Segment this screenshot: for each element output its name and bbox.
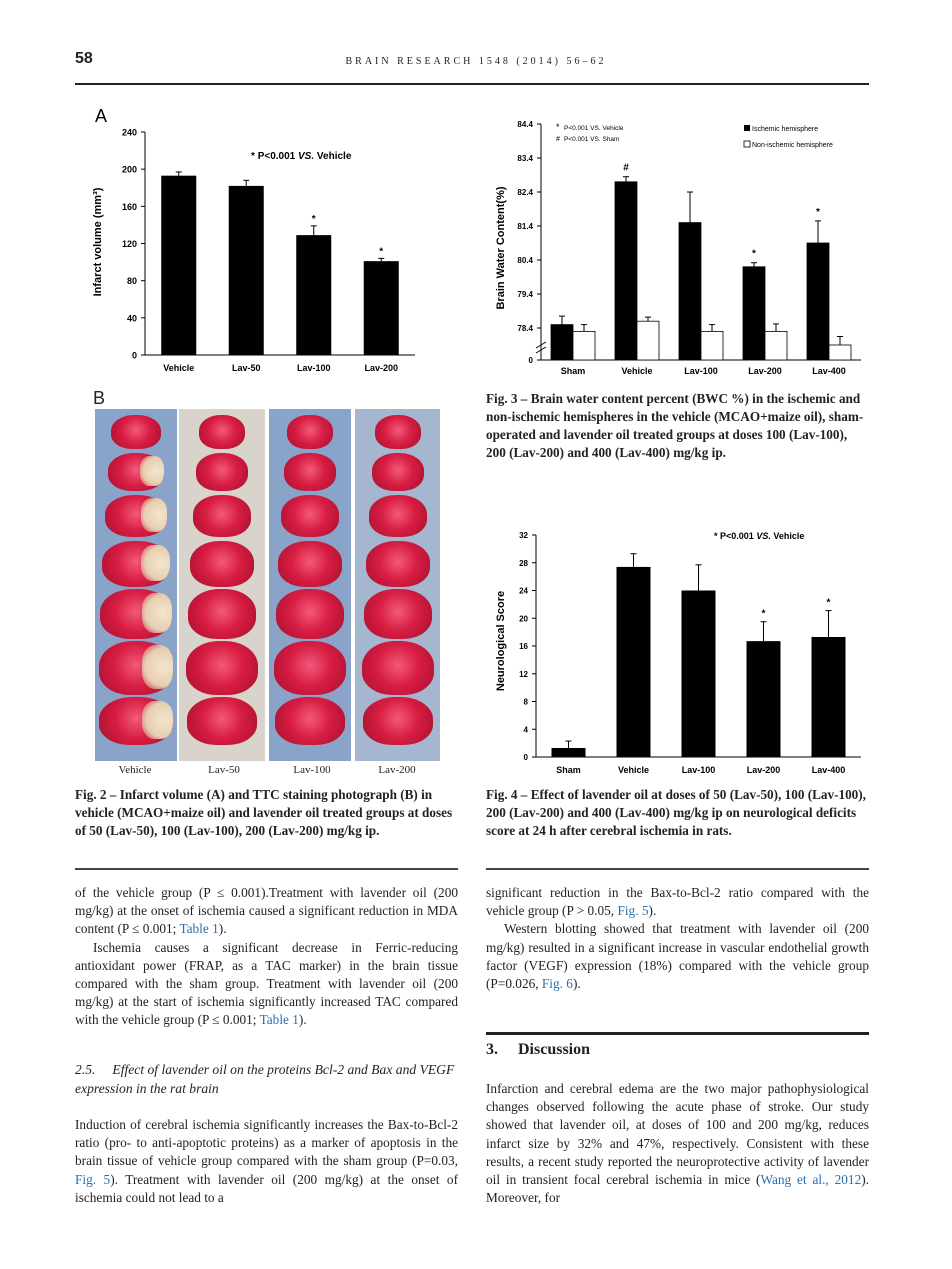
brain-slice <box>190 541 254 587</box>
page-number: 58 <box>75 50 93 67</box>
left-paragraph-1: of the vehicle group (P ≤ 0.001).Treatment with lavender oil (200 mg/kg) at the onset of ischemia caused a significant reduction in MDA content (P ≤ 0.001; Table 1). <box>75 885 458 937</box>
fig3-y-tick-label: 80.4 <box>517 256 533 265</box>
fig2b-panel-label: B <box>93 388 106 408</box>
brain-slice <box>100 589 172 639</box>
fig3-bar <box>829 345 851 360</box>
fig3-sig-marker: * <box>752 248 756 260</box>
fig3-y-tick-label: 79.4 <box>517 290 533 299</box>
fig2a-y-tick-label: 200 <box>121 164 137 175</box>
fig3-bar <box>615 182 637 360</box>
fig3-x-label: Lav-400 <box>812 366 846 376</box>
fig2a-bar <box>229 186 264 355</box>
right-body-text-2 <box>486 1080 869 1207</box>
discussion-heading: 3. Discussion <box>486 1041 591 1058</box>
left-column-rule <box>75 868 458 870</box>
fig3-legend-swatch-nonischemic <box>744 141 750 147</box>
fig3-y-tick-label: 0 <box>528 356 533 365</box>
fig3-legend-nonischemic: Non-ischemic hemisphere <box>752 142 833 149</box>
brain-slice <box>287 415 333 449</box>
ttc-photo-column <box>179 409 265 761</box>
brain-slice <box>278 541 342 587</box>
brain-slice <box>366 541 430 587</box>
brain-slice <box>275 697 345 745</box>
section-2-5-heading: 2.5. Effect of lavender oil on the proteins Bcl-2 and Bax and VEGF expression in the rat brain <box>75 1062 455 1096</box>
fig2a-panel-label: A <box>95 106 108 126</box>
fig3-ylabel: Brain Water Content(%) <box>495 186 507 310</box>
ttc-photo-column <box>95 409 177 761</box>
fig2a-sig-marker: * <box>311 213 316 225</box>
fig4-bar <box>812 637 846 757</box>
fig2a-y-tick-label: 240 <box>121 127 137 138</box>
fig4-x-label: Lav-100 <box>681 765 716 775</box>
fig2a-annotation: * P<0.001 VS. Vehicle <box>251 151 352 162</box>
fig3-bar <box>637 321 659 360</box>
fig4-y-tick-label: 8 <box>523 697 528 707</box>
fig2a-y-tick-label: 120 <box>121 239 137 249</box>
fig2b-label-lav200: Lav-200 <box>378 764 416 776</box>
brain-slice <box>99 641 173 695</box>
right-paragraph-1: significant reduction in the Bax-to-Bcl-2 ratio compared with the vehicle group (P > 0.05, Fig. 5). <box>486 885 869 919</box>
fig2a-y-tick-label: 40 <box>126 313 137 324</box>
fig3-note2: P<0.001 VS. Sham <box>564 136 620 143</box>
left-paragraph-2: Ischemia causes a significant decrease in Ferric-reducing antioxidant power (FRAP, as a TAC marker) in the brain tissue compared with the sham group. Treatment with lavender oil (200 mg/kg) at the start of ischemia significantly increased TAC compared with the vehicle group (P ≤ 0.001; Table 1). <box>75 939 458 1028</box>
fig4-x-label: Lav-200 <box>746 765 781 775</box>
fig4-x-label: Sham <box>556 765 581 775</box>
brain-slice <box>102 541 170 587</box>
fig4-y-tick-label: 0 <box>523 753 528 762</box>
fig2a-x-label: Lav-50 <box>231 363 261 373</box>
fig4-y-tick-label: 12 <box>519 669 528 679</box>
brain-slice <box>188 589 256 639</box>
fig3-sig-marker: * <box>816 206 820 218</box>
brain-slice <box>187 697 257 745</box>
fig4-sig-marker: * <box>826 597 831 609</box>
fig3-bar <box>679 223 701 360</box>
fig4-y-tick-label: 20 <box>519 614 528 624</box>
fig2b-label-lav100: Lav-100 <box>293 764 331 776</box>
fig3-legend-ischemic: Ischemic hemisphere <box>752 126 819 133</box>
fig2a-chart <box>75 100 465 385</box>
fig2a-sig-marker: * <box>379 246 384 258</box>
fig2a-x-label: Vehicle <box>163 363 195 373</box>
brain-slice <box>199 415 245 449</box>
brain-slice <box>105 495 167 537</box>
left-paragraph-3: Induction of cerebral ischemia significantly increases the Bax-to-Bcl-2 ratio (pro- to anti-apoptotic proteins) as a marker of apoptosis in the brain tissue of vehicle group compared with the sham group (P=0.03, Fig. 5). Treatment with lavender oil (200 mg/kg) at the onset of ischemia could not lead to a <box>75 1117 458 1205</box>
fig2a-y-tick-label: 80 <box>126 276 137 287</box>
fig4-caption: Fig. 4 – Effect of lavender oil at doses of 50 (Lav-50), 100 (Lav-100), 200 (Lav-200) and 400 (Lav-400) mg/kg ip on neurological deficits score at 24 h after cerebral ischemia in rats. <box>486 787 866 838</box>
fig3-bar <box>765 331 787 360</box>
fig4-y-tick-label: 24 <box>519 586 528 596</box>
fig5-link-2[interactable]: Fig. 5 <box>617 903 649 919</box>
brain-slice <box>372 453 424 491</box>
fig3-y-tick-label: 83.4 <box>517 154 533 163</box>
brain-slice <box>193 495 251 537</box>
left-body-text <box>75 884 458 1030</box>
fig3-bar <box>551 325 573 360</box>
ttc-staining-photo <box>95 409 440 761</box>
fig2b-label-vehicle: Vehicle <box>118 764 152 776</box>
right-body-text <box>486 884 869 993</box>
fig3-legend-swatch-ischemic <box>744 125 750 131</box>
brain-slice <box>363 697 433 745</box>
brain-slice <box>364 589 432 639</box>
fig4-annotation: * P<0.001 VS. Vehicle <box>714 531 805 541</box>
fig4-chart <box>486 518 870 780</box>
fig2a-bar <box>161 176 196 355</box>
left-body-text-2 <box>75 1116 458 1207</box>
fig2-caption: Fig. 2 – Infarct volume (A) and TTC staining photograph (B) in vehicle (MCAO+maize oil) and lavender oil treated groups at doses of 50 (Lav-50), 100 (Lav-100), 200 (Lav-200) mg/kg ip. <box>75 787 453 838</box>
fig3-chart <box>486 110 870 384</box>
fig4-bar <box>552 748 586 757</box>
discussion-rule <box>486 1032 869 1035</box>
fig3-y-tick-label: 82.4 <box>517 188 533 197</box>
brain-slice <box>274 641 346 695</box>
fig3-bar <box>743 267 765 360</box>
fig3-y-tick-label: 81.4 <box>517 222 533 231</box>
fig3-y-tick-label: 78.4 <box>517 324 533 333</box>
table1-link-2[interactable]: Table 1 <box>259 1012 299 1028</box>
brain-slice <box>111 415 161 449</box>
brain-slice <box>108 453 164 491</box>
right-paragraph-3: Infarction and cerebral edema are the two major pathophysiological changes observed following the acute phase of stroke. Our study showed that lavender oil, at doses of 100 and 200 mg/kg, reduces infarct size by 32% and 47%, respectively. Consistent with these results, a recent study reported the neuroprotective activity of lavender oil in transient focal cerebral ischemia in mice (Wang et al., 2012). Moreover, for <box>486 1081 869 1206</box>
header-rule <box>75 83 869 85</box>
fig4-y-tick-label: 16 <box>519 642 528 651</box>
fig4-bar <box>617 567 651 757</box>
fig2a-y-tick-label: 0 <box>131 350 137 361</box>
brain-slice <box>281 495 339 537</box>
fig4-sig-marker: * <box>761 608 766 620</box>
brain-slice <box>375 415 421 449</box>
fig3-x-label: Sham <box>560 366 586 376</box>
fig3-x-label: Lav-200 <box>748 366 782 376</box>
fig2a-bar <box>364 261 399 355</box>
fig3-note2-symbol: # <box>556 136 560 143</box>
fig2a-ylabel: Infarct volume (mm³) <box>92 187 104 297</box>
fig3-sig-marker: # <box>623 162 629 174</box>
fig2a-x-label: Lav-100 <box>296 363 331 373</box>
fig3-bar <box>807 243 829 360</box>
fig2a-y-tick-label: 160 <box>121 201 137 212</box>
brain-slice <box>362 641 434 695</box>
fig3-bar <box>573 331 595 360</box>
fig3-x-label: Lav-100 <box>684 366 718 376</box>
fig4-x-label: Lav-400 <box>811 765 846 775</box>
brain-slice <box>186 641 258 695</box>
fig4-bar <box>747 641 781 757</box>
fig5-link[interactable]: Fig. 5 <box>75 1171 111 1187</box>
fig4-x-label: Vehicle <box>617 765 650 775</box>
fig3-caption: Fig. 3 – Brain water content percent (BWC %) in the ischemic and non-ischemic hemispheres in the vehicle (MCAO+maize oil), sham-operated and lavender oil treated groups at doses 100 (Lav-100), 200 (Lav-200) and 400 (Lav-400) mg/kg ip. <box>486 391 864 460</box>
brain-slice <box>196 453 248 491</box>
fig4-y-tick-label: 32 <box>519 531 528 540</box>
fig2a-bar <box>296 235 331 355</box>
fig3-note1: P<0.001 VS. Vehicle <box>564 125 624 132</box>
brain-slice <box>284 453 336 491</box>
fig3-y-tick-label: 84.4 <box>517 120 533 129</box>
brain-slice <box>276 589 344 639</box>
journal-header: BRAIN RESEARCH 1548 (2014) 56–62 <box>345 56 607 67</box>
fig3-x-label: Vehicle <box>621 366 653 376</box>
fig3-note1-symbol: * <box>556 122 560 132</box>
wang-2012-link[interactable]: Wang et al., 2012 <box>760 1172 862 1188</box>
ttc-photo-column <box>269 409 351 761</box>
right-column-rule <box>486 868 869 870</box>
fig4-y-tick-label: 4 <box>523 725 528 735</box>
fig2b-label-lav50: Lav-50 <box>208 764 240 776</box>
fig2a-x-label: Lav-200 <box>364 363 399 373</box>
fig4-y-tick-label: 28 <box>519 558 528 568</box>
brain-slice <box>99 697 173 745</box>
fig3-bar <box>701 331 723 360</box>
fig4-ylabel: Neurological Score <box>495 590 507 692</box>
brain-slice <box>369 495 427 537</box>
fig6-link[interactable]: Fig. 6 <box>541 976 573 992</box>
fig4-bar <box>682 591 716 758</box>
table1-link[interactable]: Table 1 <box>179 921 219 937</box>
right-paragraph-2: Western blotting showed that treatment with lavender oil (200 mg/kg) resulted in a significant increase in vascular endothelial growth factor (VEGF) expression (18%) compared with the vehicle group (P=0.026, Fig. 6). <box>486 921 869 992</box>
ttc-photo-column <box>355 409 440 761</box>
